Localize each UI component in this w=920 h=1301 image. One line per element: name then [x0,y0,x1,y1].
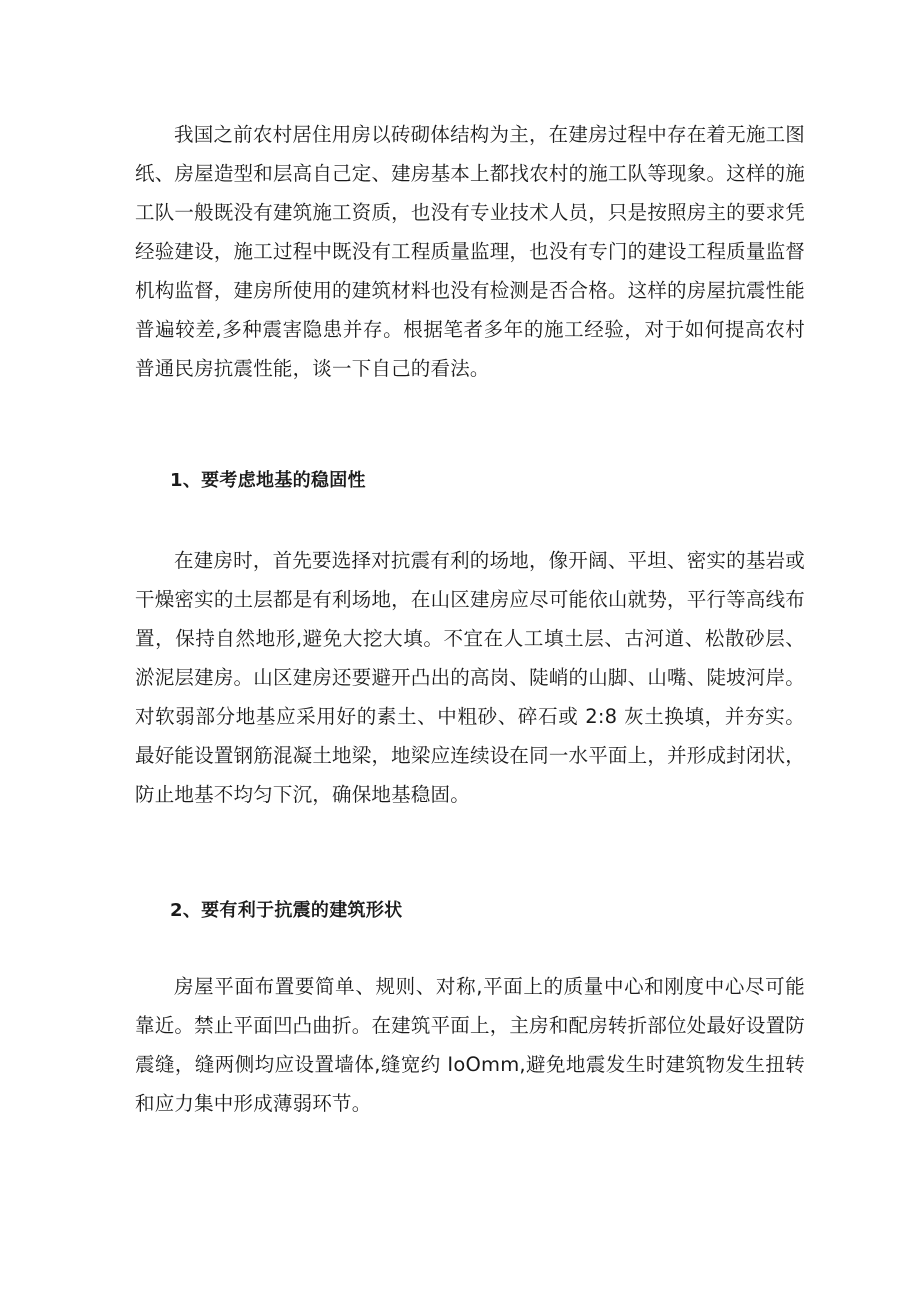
building-shape-paragraph: 房屋平面布置要简单、规则、对称,平面上的质量中心和刚度中心尽可能靠近。禁止平面凹凸曲折。在建筑平面上，主房和配房转折部位处最好设置防震缝，缝两侧均应设置墙体,缝宽约 IoOmm,避免地震发生时建筑物发生扭转和应力集中形成薄弱环节。 [135,975,805,1115]
foundation-paragraph: 在建房时，首先要选择对抗震有利的场地，像开阔、平坦、密实的基岩或干燥密实的土层都是有利场地，在山区建房应尽可能依山就势，平行等高线布置，保持自然地形,避免大挖大填。不宜在人工填土层、古河道、松散砂层、淤泥层建房。山区建房还要避开凸出的高岗、陡峭的山脚、山嘴、陡坡河岸。对软弱部分地基应采用好的素土、中粗砂、碎石或 2:8 灰土换填，并夯实。最好能设置钢筋混凝土地梁，地梁应连续设在同一水平面上，并形成封闭状，防止地基不均匀下沉，确保地基稳固。 [135,549,805,806]
section-heading-foundation: 1、要考虑地基的稳固性 [170,470,366,491]
intro-paragraph: 我国之前农村居住用房以砖砌体结构为主，在建房过程中存在着无施工图纸、房屋造型和层高自己定、建房基本上都找农村的施工队等现象。这样的施工队一般既没有建筑施工资质，也没有专业技术人员，只是按照房主的要求凭经验建设，施工过程中既没有工程质量监理，也没有专门的建设工程质量监督机构监督，建房所使用的建筑材料也没有检测是否合格。这样的房屋抗震性能普遍较差,多种震害隐患并存。根据笔者多年的施工经验，对于如何提高农村普通民房抗震性能，谈一下自己的看法。 [135,123,805,380]
section-heading-building-shape: 2、要有利于抗震的建筑形状 [170,900,403,921]
